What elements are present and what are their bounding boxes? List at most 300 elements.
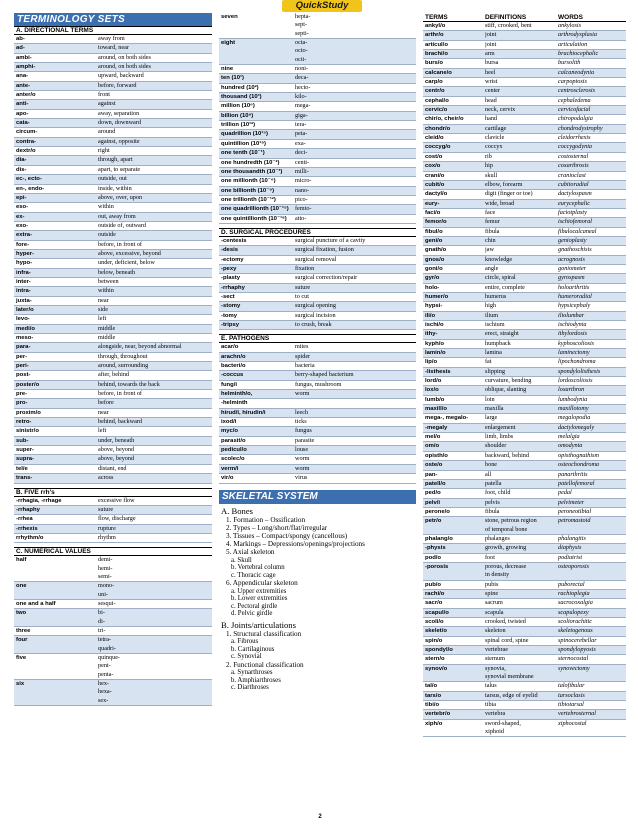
table-row — [423, 554, 626, 563]
definition-cell: shoulder — [485, 442, 507, 450]
word-cell: spondylolisthesis — [558, 367, 601, 375]
table-row — [219, 343, 416, 352]
table-row — [423, 646, 626, 655]
term-cell: pelv/i — [425, 499, 441, 506]
term-cell: parasit/o — [221, 437, 246, 444]
word-cell: coxarthrosis — [558, 162, 589, 170]
term-cell: carp/o — [425, 79, 443, 86]
term-cell: one trillionth (10⁻¹²) — [221, 196, 276, 203]
table-row — [423, 172, 626, 181]
definition-cell: fungus — [295, 427, 312, 435]
table-row — [423, 302, 626, 311]
term-cell: xiph/o — [425, 720, 443, 727]
table-row — [423, 665, 626, 683]
definition-cell: fat — [485, 358, 492, 366]
outline-item: 3. Tissues – Compact/spongy (cancellous) — [226, 531, 348, 540]
term-cell: gyr/o — [425, 275, 440, 282]
definition-cell: away from — [98, 35, 125, 42]
definition-cell: around, surrounding — [98, 362, 149, 370]
table-row — [14, 54, 212, 63]
definition-cell: phalanges — [485, 534, 510, 542]
definition-cell: excessive flow — [98, 496, 135, 504]
definition-cell: circle, spiral — [485, 274, 516, 282]
table-row — [219, 13, 416, 39]
definition-cell: surgical incision — [295, 311, 336, 319]
term-cell: scolec/o — [221, 456, 245, 463]
outline-item: 4. Markings – Depressions/openings/projections — [226, 540, 365, 549]
table-row — [219, 399, 416, 408]
word-cell: tibiotarsal — [558, 701, 584, 709]
definition-cell: peta- — [295, 130, 308, 138]
term-cell: fore- — [16, 241, 30, 248]
table-row — [219, 353, 416, 362]
term-cell: chondr/o — [425, 125, 451, 132]
section-header: A. DIRECTIONAL TERMS — [14, 26, 212, 35]
table-row — [423, 517, 626, 535]
definition-cell: to crush, break — [295, 321, 332, 328]
term-cell: -centesis — [221, 237, 247, 244]
definition-cell: distant, end — [98, 464, 127, 472]
definition-cell: loin — [485, 395, 495, 403]
table-row — [423, 143, 626, 152]
term-cell: sinistr/o — [16, 428, 39, 435]
definition-cell: behind, towards the back — [98, 380, 160, 388]
term-cell: super- — [16, 447, 35, 454]
definition-cell: octa- octo- octi- — [295, 39, 308, 63]
table-row — [423, 228, 626, 237]
definition-cell: jaw — [485, 246, 494, 254]
definition-cell: above, excessive, beyond — [98, 249, 161, 257]
table-row — [14, 82, 212, 91]
definition-cell: surgical opening — [295, 302, 336, 310]
joints-heading: B. Joints/articulations — [221, 619, 296, 630]
table-row — [219, 446, 416, 455]
term-cell: dextr/o — [16, 148, 36, 155]
word-cell: gyrospasm — [558, 274, 585, 282]
table-row — [14, 241, 212, 250]
definition-cell: neck, cervix — [485, 106, 516, 114]
definition-cell: before, in front of — [98, 240, 142, 248]
term-cell: exo- — [16, 222, 29, 229]
outline-item: b. Cartilaginous — [231, 645, 275, 653]
definition-cell: stiff, crooked, bent — [485, 22, 532, 29]
term-cell: -ectomy — [221, 256, 244, 263]
term-cell: -stomy — [221, 303, 241, 310]
word-cell: maxillotomy — [558, 405, 589, 413]
term-cell: bacteri/o — [221, 363, 246, 370]
table-row — [423, 682, 626, 691]
definition-cell: growth, growing — [485, 544, 527, 552]
definition-cell: down, downward — [98, 119, 141, 127]
definition-cell: curvature, bending — [485, 377, 532, 385]
table-row — [219, 265, 416, 274]
definition-cell: noni- — [295, 65, 309, 73]
table-row — [14, 353, 212, 362]
term-cell: epi- — [16, 194, 27, 201]
definition-cell: oblique, slanting — [485, 386, 527, 394]
term-cell: lord/o — [425, 378, 442, 385]
definition-cell: stone, petrous region of temporal bone — [485, 517, 537, 533]
table-row — [14, 203, 212, 212]
table-row — [423, 218, 626, 227]
definition-cell: tarsus, edge of eyelid — [485, 691, 538, 699]
outline-item: c. Pectoral girdle — [231, 602, 278, 610]
term-cell: -helminth — [221, 400, 248, 407]
term-cell: kyph/o — [425, 340, 444, 347]
table-row — [14, 371, 212, 380]
term-cell: sacr/o — [425, 600, 443, 607]
definition-cell: arm — [485, 50, 495, 58]
definition-cell: above, over, upon — [98, 193, 143, 201]
term-cell: ex- — [16, 213, 25, 220]
table-row — [423, 125, 626, 134]
term-cell: cost/o — [425, 153, 443, 160]
table-row — [423, 41, 626, 50]
table-row — [423, 655, 626, 664]
definition-cell: bacteria — [295, 362, 315, 370]
table-row — [219, 371, 416, 380]
definition-cell: tibia — [485, 701, 496, 709]
word-cell: iliolumbar — [558, 311, 585, 319]
definition-cell: coccyx — [485, 143, 503, 151]
word-cell: melalgia — [558, 433, 580, 441]
table-row — [219, 159, 416, 168]
word-cell: centrosclerosis — [558, 87, 596, 95]
term-cell: skelet/o — [425, 628, 447, 635]
definition-cell: elbow, forearm — [485, 180, 523, 188]
table-row — [14, 474, 212, 483]
definition-cell: centi- — [295, 158, 310, 166]
definition-cell: above, beyond — [98, 455, 135, 463]
word-cell: rachioplegia — [558, 589, 590, 597]
term-cell: helminth/o, — [221, 391, 253, 398]
table-row — [14, 166, 212, 175]
term-cell: spondyl/o — [425, 647, 453, 654]
definition-cell: demi- hemi- semi- — [98, 556, 113, 580]
definition-cell: mono- uni- — [98, 582, 115, 598]
table-row — [14, 506, 212, 515]
definition-cell: louse — [295, 446, 309, 454]
table-row — [219, 474, 416, 483]
table-row — [14, 315, 212, 324]
outline-item: 5. Axial skeleton — [226, 548, 275, 557]
term-cell: tal/o — [425, 683, 438, 690]
definition-cell: slipping — [485, 367, 505, 375]
term-cell: later/o — [16, 306, 34, 313]
definition-cell: foot — [485, 553, 495, 561]
definition-cell: wrist — [485, 78, 498, 86]
term-cell: ischi/o — [425, 322, 444, 328]
table-row — [423, 274, 626, 283]
definition-cell: lamina — [485, 349, 502, 357]
table-row — [423, 590, 626, 599]
term-cell: stern/o — [425, 656, 445, 663]
table-row — [423, 59, 626, 68]
term-cell: per- — [16, 353, 28, 360]
definition-cell: virus — [295, 474, 308, 482]
table-row — [423, 637, 626, 646]
definition-cell: joint — [485, 31, 497, 39]
term-cell: scapul/o — [425, 609, 449, 616]
table-row — [423, 293, 626, 302]
term-cell: levo- — [16, 316, 30, 323]
definition-cell: berry-shaped bacterium — [295, 371, 354, 379]
table-row — [423, 544, 626, 553]
table-row — [423, 284, 626, 293]
term-cell: centr/o — [425, 88, 445, 95]
definition-cell: kilo- — [295, 93, 307, 101]
table-row — [14, 465, 212, 474]
term-cell: pan- — [425, 471, 438, 478]
table-row — [14, 381, 212, 390]
word-cell: lordoscoliosis — [558, 377, 593, 385]
definition-cell: surgical removal — [295, 255, 337, 263]
table-row — [423, 31, 626, 40]
word-cell: laminectomy — [558, 349, 590, 357]
term-cell: rrhythm/o — [16, 534, 44, 541]
term-cell: vertebr/o — [425, 711, 451, 718]
column-terminology — [14, 13, 212, 818]
word-cell: genioplasty — [558, 236, 587, 244]
table-row — [423, 115, 626, 124]
table-row — [14, 556, 212, 582]
table-row — [423, 424, 626, 433]
word-cell: vertebrosternal — [558, 710, 596, 718]
table-row — [14, 497, 212, 506]
term-cell: -rrhagia, -rrhage — [16, 497, 62, 504]
table-row — [219, 39, 416, 65]
table-row — [219, 121, 416, 130]
term-cell: mega-, megalo- — [425, 415, 469, 422]
bones-heading: A. Bones — [221, 505, 253, 516]
table-row — [219, 177, 416, 186]
term-cell: six — [16, 681, 25, 688]
table-row — [14, 399, 212, 408]
table-row — [219, 381, 416, 390]
term-cell: faci/o — [425, 209, 441, 216]
definition-cell: patella — [485, 479, 502, 487]
definition-cell: below, beneath — [98, 268, 136, 276]
word-cell: lipochondroma — [558, 358, 596, 366]
word-cell: spinocerebellar — [558, 636, 597, 644]
definition-cell: crooked, twisted — [485, 618, 526, 625]
definition-cell: inside, within — [98, 184, 132, 192]
table-row — [14, 185, 212, 194]
definition-cell: to cut — [295, 292, 309, 300]
word-cell: pelvimeter — [558, 498, 585, 506]
term-cell: lip/o — [425, 359, 438, 366]
definition-cell: femto- — [295, 205, 312, 213]
term-cell: juxta- — [16, 297, 32, 304]
table-row — [219, 196, 416, 205]
table-row — [423, 396, 626, 405]
definition-cell: entire, complete — [485, 283, 525, 291]
word-cell: calcaneodynia — [558, 68, 595, 76]
definition-cell: away, separation — [98, 109, 140, 117]
table-row — [219, 246, 416, 255]
term-cell: fibul/o — [425, 228, 443, 235]
term-cell: -rrhaphy — [221, 284, 245, 291]
definition-cell: quinque- pent- penta- — [98, 654, 120, 678]
definition-cell: ilium — [485, 311, 499, 319]
word-cell: petromastoid — [558, 517, 591, 525]
outline-item: b. Vertebral column — [231, 564, 285, 572]
definition-cell: angle — [485, 264, 499, 272]
definition-cell: mites — [295, 343, 309, 351]
term-cell: coccyg/o — [425, 144, 451, 151]
term-cell: lamin/o — [425, 350, 446, 357]
table-row — [219, 455, 416, 464]
table-row — [219, 409, 416, 418]
definition-cell: after, behind — [98, 371, 130, 379]
term-cell: ili/o — [425, 312, 436, 319]
term-cell: extra- — [16, 232, 33, 239]
table-row — [423, 535, 626, 544]
definition-cell: against, opposite — [98, 137, 140, 145]
table-row — [219, 284, 416, 293]
definition-cell: humerus — [485, 292, 507, 300]
term-cell: para- — [16, 344, 31, 351]
term-cell: rachi/o — [425, 590, 445, 597]
table-row — [423, 69, 626, 78]
column-terms-table — [423, 13, 626, 818]
outline-item: 1. Formation – Ossification — [226, 515, 306, 524]
definition-cell: around — [98, 128, 116, 136]
table-row — [14, 100, 212, 109]
word-cell: megalopodia — [558, 414, 591, 422]
table-row — [14, 147, 212, 156]
table-row — [14, 35, 212, 44]
table-row — [219, 215, 416, 224]
table-row — [219, 312, 416, 321]
word-cell: chondrodystrophy — [558, 124, 603, 132]
definition-cell: skull — [485, 171, 498, 179]
term-cell: ten (10¹) — [221, 75, 244, 82]
definition-cell: worm — [295, 390, 310, 398]
term-cell: articul/o — [425, 41, 448, 48]
table-row — [14, 534, 212, 543]
term-cell: post- — [16, 372, 31, 379]
definition-cell: hecto- — [295, 83, 311, 91]
table-row — [14, 175, 212, 184]
table-row — [14, 446, 212, 455]
definition-cell: between — [98, 277, 119, 285]
terms-table-header — [423, 13, 626, 22]
table-row — [14, 600, 212, 609]
word-cell: xiphocostal — [558, 719, 587, 727]
outline-item: b. Lower extremities — [231, 595, 288, 603]
word-cell: scapulopexy — [558, 608, 589, 616]
table-row — [219, 102, 416, 111]
term-cell: eso- — [16, 204, 29, 211]
term-cell: eury- — [425, 200, 440, 207]
definition-cell: spider — [295, 352, 311, 360]
definition-cell: tri- — [98, 626, 106, 634]
section-header: E. PATHOGENS — [219, 334, 416, 343]
outline-item: d. Pelvic girdle — [231, 610, 273, 618]
term-cell: petr/o — [425, 518, 442, 525]
term-cell: crani/o — [425, 172, 445, 179]
term-cell: two — [16, 610, 27, 617]
table-row — [423, 710, 626, 719]
definition-cell: fibula — [485, 507, 500, 515]
term-cell: pre- — [16, 391, 28, 398]
word-cell: gnathoschisis — [558, 246, 592, 254]
outline-item: c. Thoracic cage — [231, 571, 276, 579]
table-row — [14, 427, 212, 436]
definition-cell: rib — [485, 152, 492, 160]
term-cell: pod/o — [425, 554, 442, 561]
term-cell: brachi/o — [425, 51, 448, 58]
definition-cell: atto- — [295, 214, 307, 222]
table-row — [423, 50, 626, 59]
table-row — [219, 418, 416, 427]
definition-cell: synovia, synovial membrane — [485, 664, 534, 681]
definition-cell: across — [98, 474, 114, 482]
term-cell: -megaly — [425, 424, 448, 431]
definition-cell: behind, backward — [98, 418, 142, 426]
term-cell: sub- — [16, 437, 29, 444]
word-cell: ischiodynia — [558, 321, 587, 328]
table-row — [423, 627, 626, 636]
term-cell: tars/o — [425, 692, 442, 699]
table-row — [219, 427, 416, 436]
definition-cell: erect, straight — [485, 330, 519, 338]
term-cell: ambi- — [16, 54, 32, 61]
table-row — [423, 87, 626, 96]
table-row — [219, 390, 416, 399]
word-cell: scoliorachitic — [558, 618, 593, 625]
definition-cell: clavicle — [485, 134, 505, 142]
term-cell: humer/o — [425, 293, 449, 300]
definition-cell: above, beyond — [98, 446, 135, 454]
definition-cell: face — [485, 208, 496, 216]
term-cell: one billionth (10⁻⁹) — [221, 187, 275, 194]
term-cell: peri- — [16, 363, 29, 370]
table-row — [14, 72, 212, 81]
table-row — [14, 627, 212, 636]
definition-cell: head — [485, 96, 497, 104]
table-row — [14, 213, 212, 222]
term-cell: maxill/o — [425, 406, 447, 413]
word-cell: goniometer — [558, 264, 587, 272]
definition-cell: tera- — [295, 121, 307, 129]
definition-cell: bursa — [485, 59, 499, 67]
term-cell: goni/o — [425, 265, 443, 272]
table-row — [14, 138, 212, 147]
joints-list — [221, 630, 416, 692]
term-cell: nine — [221, 66, 234, 73]
word-cell: omodynia — [558, 442, 583, 450]
term-cell: lumb/o — [425, 396, 445, 403]
term-cell: dis- — [16, 166, 27, 173]
term-cell: opisth/o — [425, 452, 448, 459]
definition-cell: under, deficient, below — [98, 259, 155, 267]
table-row — [14, 525, 212, 534]
term-cell: trillion (10¹²) — [221, 122, 256, 129]
table-row — [219, 168, 416, 177]
term-cell: cox/o — [425, 163, 441, 170]
table-row — [219, 130, 416, 139]
table-row — [14, 390, 212, 399]
term-cell: anter/o — [16, 92, 36, 99]
word-cell: articulation — [558, 40, 588, 48]
table-row — [219, 321, 416, 330]
outline-item: b. Amphiarthroses — [231, 676, 281, 684]
definition-cell: backward, behind — [485, 451, 529, 459]
word-cell: dactylomegaly — [558, 423, 595, 431]
definition-cell: enlargement — [485, 423, 516, 431]
